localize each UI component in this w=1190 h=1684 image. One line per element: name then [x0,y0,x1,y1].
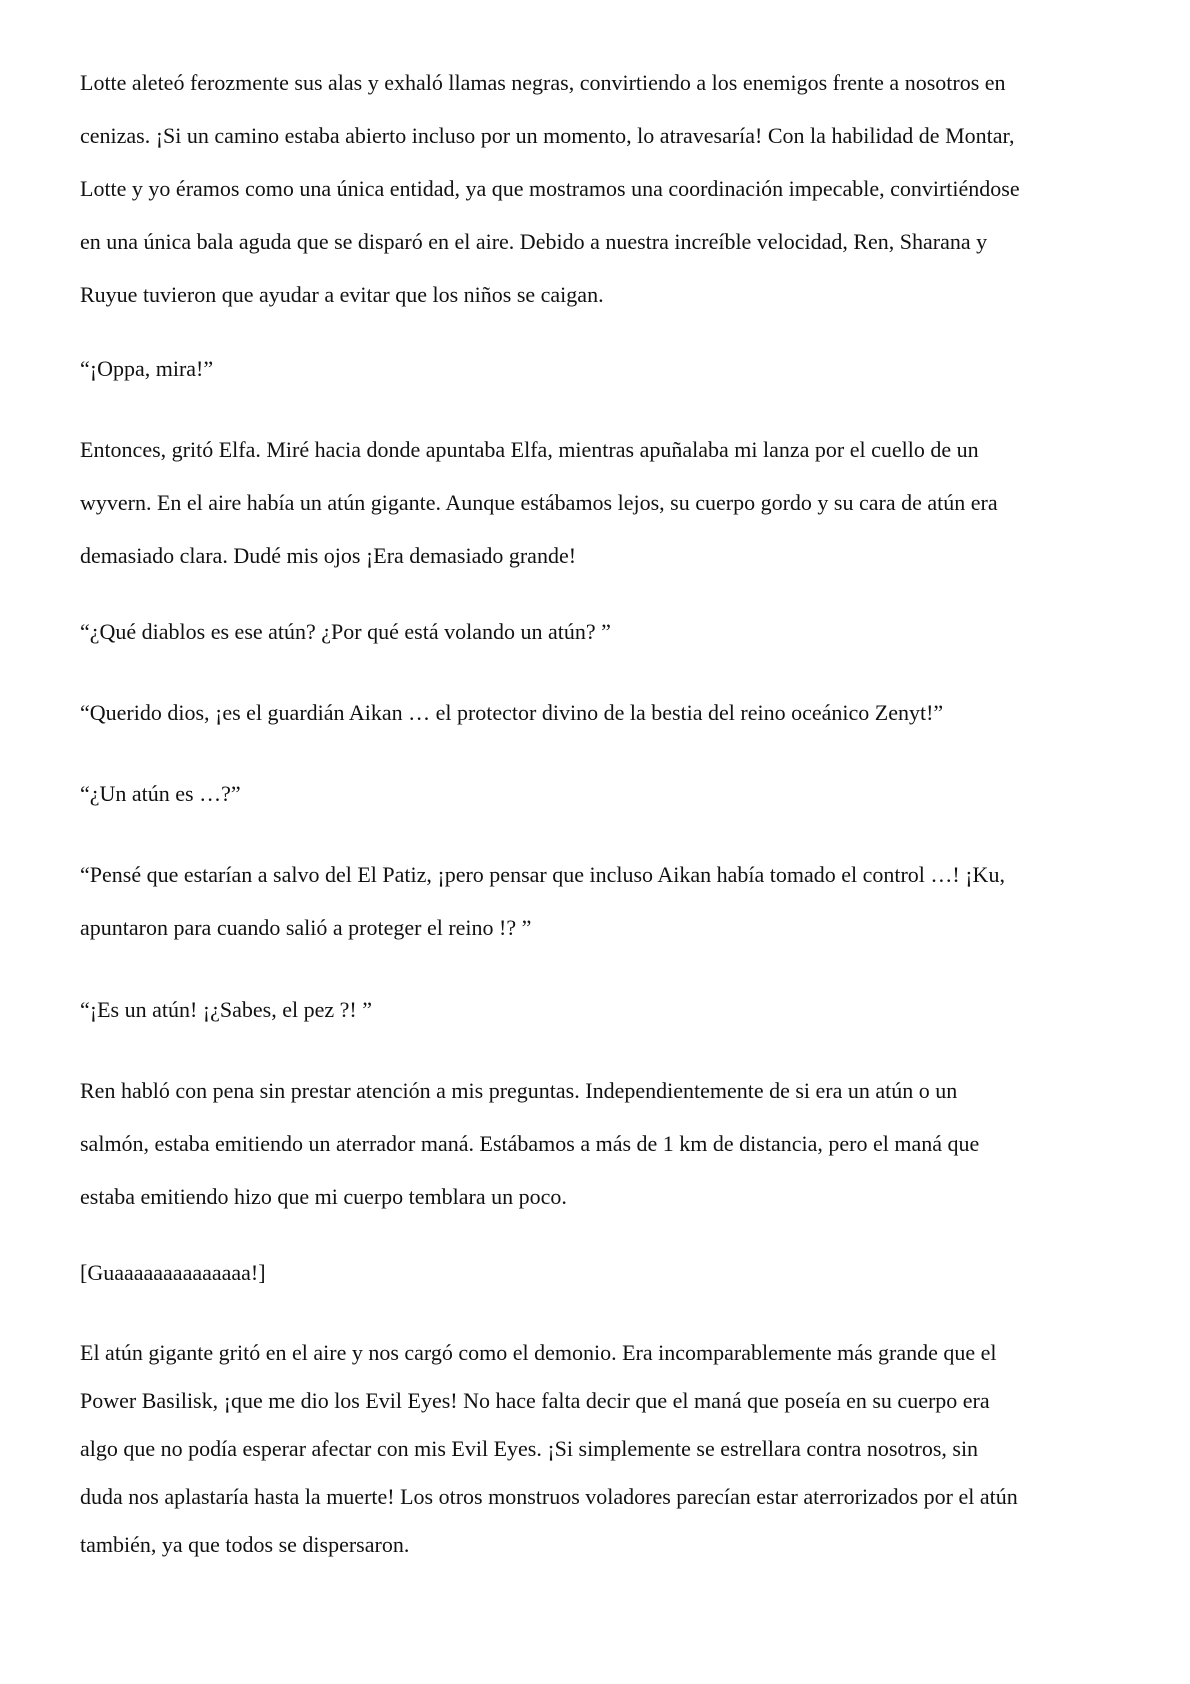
text-line: “Querido dios, ¡es el guardián Aikan … el protector divino de la bestia del reino oceánico Zenyt!” [80,700,944,725]
text-line: cenizas. ¡Si un camino estaba abierto incluso por un momento, lo atravesaría! Con la habilidad de Montar, [80,123,1015,148]
paragraph-lotte-flames [80,56,1120,321]
text-line: duda nos aplastaría hasta la muerte! Los otros monstruos voladores parecían estar aterrorizados por el atún [80,1484,1018,1509]
dialogue-que-diablos [80,605,1120,658]
text-line: Lotte aleteó ferozmente sus alas y exhaló llamas negras, convirtiendo a los enemigos frente a nosotros en [80,70,1006,95]
text-line: “¿Qué diablos es ese atún? ¿Por qué está volando un atún? ” [80,619,611,644]
text-line: wyvern. En el aire había un atún gigante. Aunque estábamos lejos, su cuerpo gordo y su cara de atún era [80,490,998,515]
dialogue-un-atun-es [80,767,1120,820]
text-line: El atún gigante gritó en el aire y nos cargó como el demonio. Era incomparablemente más grande que el [80,1340,997,1365]
text-line: Power Basilisk, ¡que me dio los Evil Eyes! No hace falta decir que el maná que poseía en su cuerpo era [80,1388,990,1413]
text-line: “¡Es un atún! ¡¿Sabes, el pez ?! ” [80,997,372,1022]
dialogue-es-un-atun [80,983,1120,1036]
text-line: apuntaron para cuando salió a proteger el reino !? ” [80,915,532,940]
sound-effect-guaaa [80,1246,1120,1299]
text-line: demasiado clara. Dudé mis ojos ¡Era demasiado grande! [80,543,577,568]
paragraph-ren-hablo [80,1064,1120,1223]
text-line: Lotte y yo éramos como una única entidad, ya que mostramos una coordinación impecable, convirtiéndose [80,176,1020,201]
text-line: salmón, estaba emitiendo un aterrador maná. Estábamos a más de 1 km de distancia, pero el maná que [80,1131,980,1156]
text-line: [Guaaaaaaaaaaaaaa!] [80,1260,266,1285]
paragraph-elfa-points [80,423,1120,582]
text-line: en una única bala aguda que se disparó en el aire. Debido a nuestra increíble velocidad, Ren, Sharana y [80,229,988,254]
text-line: Ren habló con pena sin prestar atención a mis preguntas. Independientemente de si era un atún o un [80,1078,958,1103]
text-line: algo que no podía esperar afectar con mis Evil Eyes. ¡Si simplemente se estrellara contra nosotros, sin [80,1436,979,1461]
paragraph-atun-gigante [80,1329,1120,1569]
text-line: “¡Oppa, mira!” [80,356,214,381]
text-line: estaba emitiendo hizo que mi cuerpo temblara un poco. [80,1184,567,1209]
dialogue-pense-que [80,848,1120,954]
text-line: también, ya que todos se dispersaron. [80,1532,410,1557]
dialogue-oppa-mira [80,342,1120,395]
text-line: Entonces, gritó Elfa. Miré hacia donde apuntaba Elfa, mientras apuñalaba mi lanza por el cuello de un [80,437,979,462]
text-line: “¿Un atún es …?” [80,781,241,806]
text-line: Ruyue tuvieron que ayudar a evitar que los niños se caigan. [80,282,604,307]
text-line: “Pensé que estarían a salvo del El Patiz, ¡pero pensar que incluso Aikan había tomado el control …! ¡Ku, [80,862,1005,887]
dialogue-querido-dios [80,686,1120,739]
